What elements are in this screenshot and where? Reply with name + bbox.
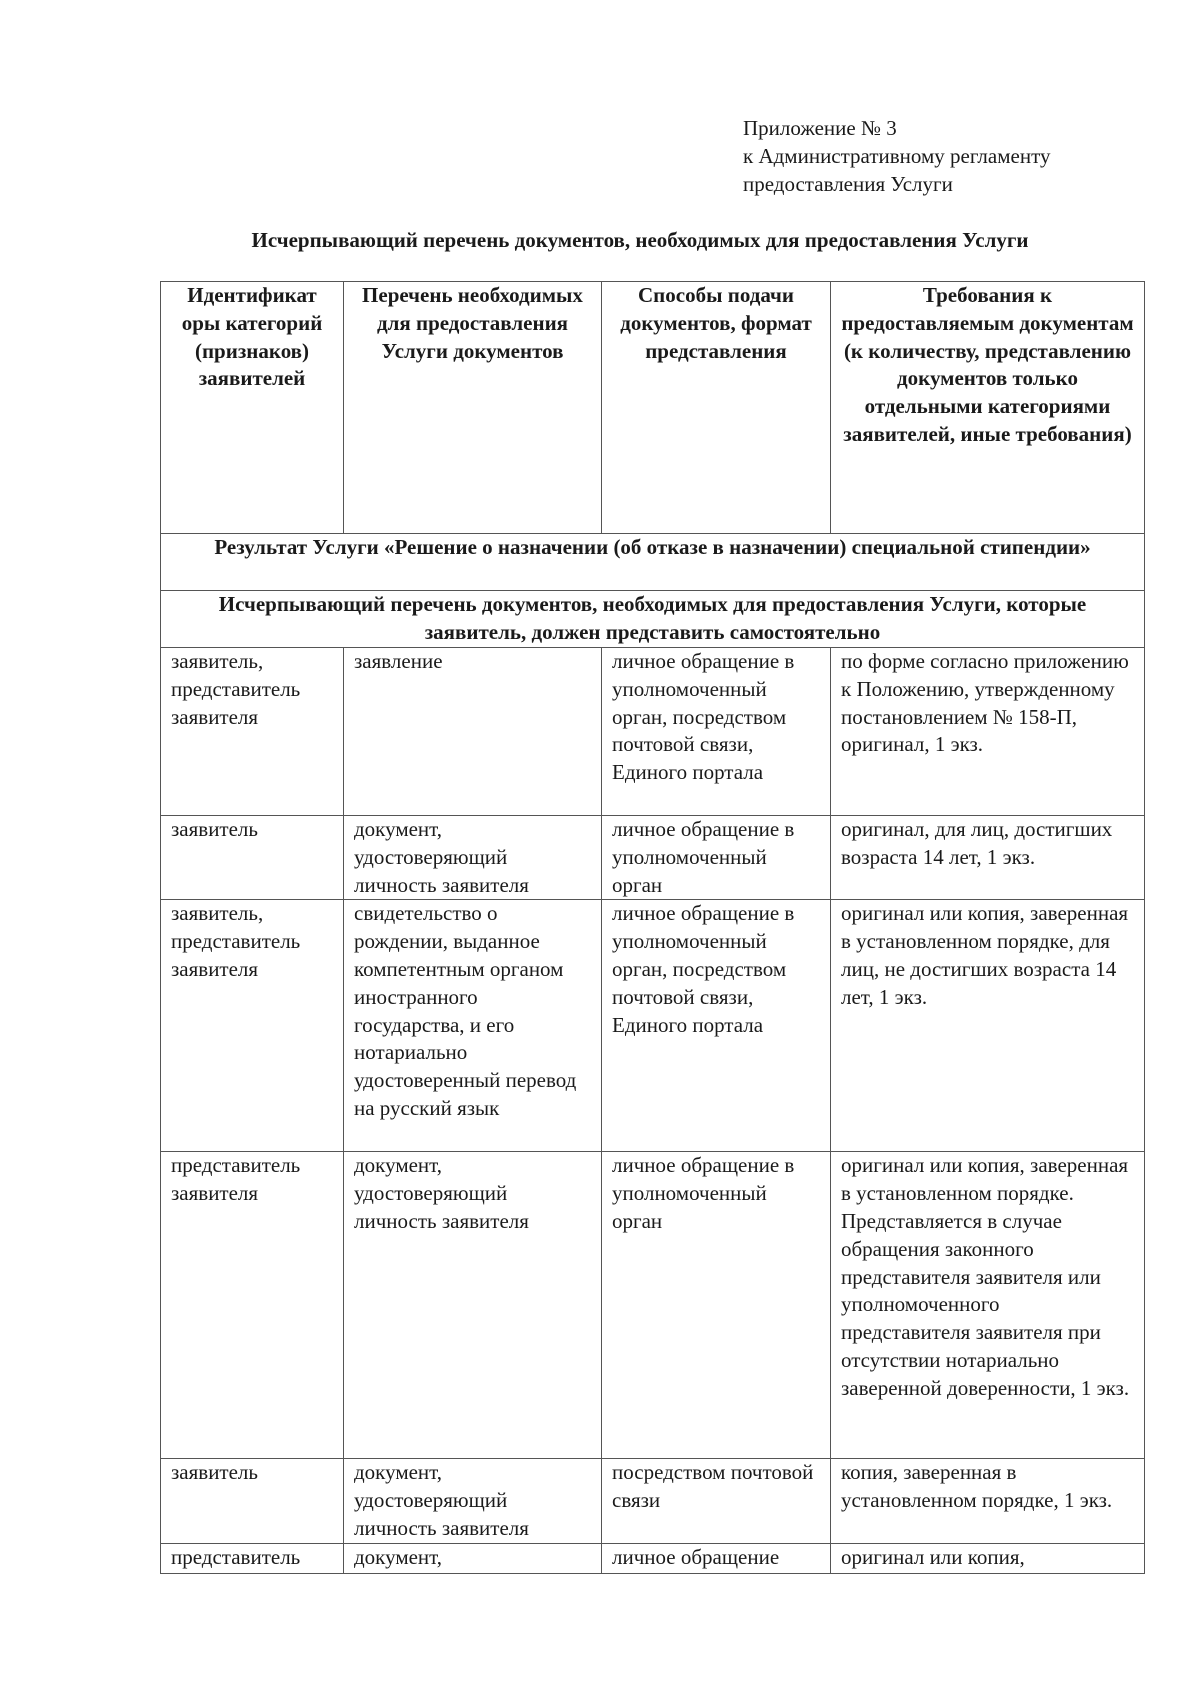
cell-requirements: оригинал или копия, заверенная в установленном порядке, для лиц, не достигших возраста 14 лет, 1 экз. (831, 900, 1145, 1152)
cell-category: представитель заявителя (161, 1152, 344, 1459)
cell-document: свидетельство о рождении, выданное компетентным органом иностранного государства, и его нотариально удостоверенный перевод на русский язык (344, 900, 602, 1152)
appendix-header (743, 114, 1050, 198)
header-submission-method: Способы подачи документов, формат представления (602, 282, 831, 534)
document-title: Исчерпывающий перечень документов, необходимых для предоставления Услуги (251, 228, 1029, 252)
cell-document: документ, удостоверяющий личность заявителя (344, 816, 602, 900)
cell-requirements: оригинал, для лиц, достигших возраста 14 лет, 1 экз. (831, 816, 1145, 900)
header-requirements: Требования к предоставляемым документам (к количеству, представлению документов только отдельными категориями заявителей, иные требования) (831, 282, 1145, 534)
result-section-heading: Результат Услуги «Решение о назначении (об отказе в назначении) специальной стипендии» (161, 534, 1145, 591)
cell-document: документ, удостоверяющий личность заявителя (344, 1152, 602, 1459)
cell-method: личное обращение в уполномоченный орган (602, 1152, 831, 1459)
cell-requirements: по форме согласно приложению к Положению, утвержденному постановлением № 158-П, оригинал, 1 экз. (831, 648, 1145, 816)
cell-document: документ, (344, 1543, 602, 1573)
appendix-subject: предоставления Услуги (743, 172, 953, 196)
cell-requirements: копия, заверенная в установленном порядке, 1 экз. (831, 1459, 1145, 1543)
result-section-row (161, 534, 1145, 591)
documents-table (160, 281, 1145, 1574)
table-row (161, 648, 1145, 816)
appendix-number: Приложение № 3 (743, 116, 897, 140)
header-applicant-category: Идентификат оры категорий (признаков) заявителей (161, 282, 344, 534)
cell-method: личное обращение в уполномоченный орган (602, 816, 831, 900)
list-section-row (161, 591, 1145, 648)
table-row (161, 1152, 1145, 1459)
table-row (161, 900, 1145, 1152)
list-section-heading: Исчерпывающий перечень документов, необходимых для предоставления Услуги, которые заявитель, должен представить самостоятельно (161, 591, 1145, 648)
cell-method: личное обращение в уполномоченный орган, посредством почтовой связи, Единого портала (602, 648, 831, 816)
cell-requirements: оригинал или копия, заверенная в установленном порядке. Представляется в случае обращения законного представителя заявителя или уполномоченного представителя заявителя при отсутствии нотариально заверенной доверенности, 1 экз. (831, 1152, 1145, 1459)
cell-method: личное обращение (602, 1543, 831, 1573)
cell-document: документ, удостоверяющий личность заявителя (344, 1459, 602, 1543)
table-header-row (161, 282, 1145, 534)
header-document-list: Перечень необходимых для предоставления Услуги документов (344, 282, 602, 534)
cell-method: личное обращение в уполномоченный орган, посредством почтовой связи, Единого портала (602, 900, 831, 1152)
appendix-reference: к Административному регламенту (743, 144, 1051, 168)
cell-category: заявитель (161, 816, 344, 900)
cell-category: заявитель, представитель заявителя (161, 648, 344, 816)
cell-method: посредством почтовой связи (602, 1459, 831, 1543)
cell-category: заявитель, представитель заявителя (161, 900, 344, 1152)
cell-requirements: оригинал или копия, (831, 1543, 1145, 1573)
table-row (161, 1543, 1145, 1573)
table-row (161, 1459, 1145, 1543)
cell-category: заявитель (161, 1459, 344, 1543)
cell-document: заявление (344, 648, 602, 816)
table-row (161, 816, 1145, 900)
cell-category: представитель (161, 1543, 344, 1573)
